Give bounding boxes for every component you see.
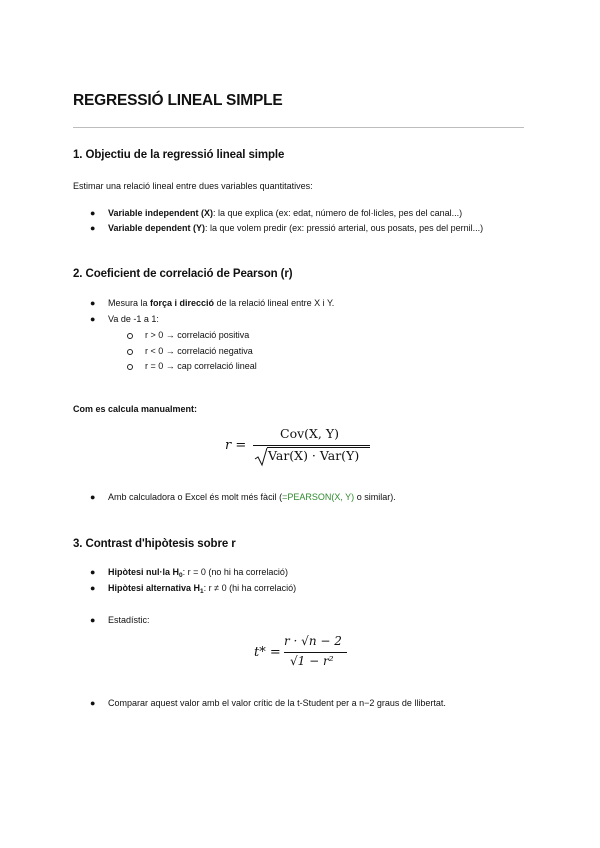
sub-list-item — [145, 330, 249, 340]
bullet-text: Amb calculadora o Excel és molt més fàcil ( — [108, 492, 283, 502]
bullet-text: Estadístic: — [108, 615, 150, 625]
manual-calc-label: Com es calcula manualment: — [73, 404, 198, 414]
sub-list-item — [145, 361, 257, 371]
bullet-text: Comparar aquest valor amb el valor crític de la t-Student per a n−2 graus de llibertat. — [108, 698, 446, 708]
title-divider — [73, 127, 524, 128]
list-item — [90, 615, 150, 625]
list-item — [90, 492, 396, 502]
list-item — [90, 208, 463, 218]
bullet-icon: ● — [90, 698, 96, 708]
bullet-bold: Hipòtesi alternativa H — [108, 583, 201, 593]
bullet-icon: ● — [90, 314, 96, 324]
bullet-text: : r ≠ 0 (hi ha correlació) — [203, 583, 297, 593]
list-item — [90, 298, 335, 308]
bullet-bold: força i direcció — [150, 298, 215, 308]
bullet-text: : la que explica (ex: edat, número de fol·licles, pes del canal...) — [213, 208, 463, 218]
bullet-icon: ● — [90, 583, 96, 593]
bullet-text: o similar). — [354, 492, 396, 502]
section1-heading: 1. Objectiu de la regressió lineal simple — [73, 149, 285, 161]
sub-item-text: r > 0 → correlació positiva — [145, 330, 250, 340]
section1-intro: Estimar una relació lineal entre dues variables quantitatives: — [73, 181, 313, 191]
circle-bullet-icon — [127, 349, 133, 355]
list-item — [90, 223, 484, 233]
list-item — [90, 314, 159, 324]
section2-heading: 2. Coeficient de correlació de Pearson (r) — [73, 268, 293, 280]
bullet-text: Mesura la — [108, 298, 151, 308]
bullet-icon: ● — [90, 492, 96, 502]
bullet-bold: Hipòtesi nul·la H — [108, 567, 180, 577]
document-title: REGRESSIÓ LINEAL SIMPLE — [73, 92, 283, 109]
formula-denominator: Var(X) · Var(Y) — [268, 448, 360, 463]
circle-bullet-icon — [127, 364, 133, 370]
circle-bullet-icon — [127, 333, 133, 339]
excel-function: =PEARSON(X, Y) — [282, 492, 355, 502]
bullet-text: : la que volem predir (ex: pressió arterial, ous posats, pes del pernil...) — [205, 223, 484, 233]
bullet-icon: ● — [90, 567, 96, 577]
bullet-icon: ● — [90, 223, 96, 233]
subscript: 1 — [200, 588, 204, 595]
formula-lhs: t* = — [254, 645, 281, 660]
list-item — [90, 583, 297, 595]
bullet-icon: ● — [90, 208, 96, 218]
section3-heading: 3. Contrast d'hipòtesis sobre r — [73, 538, 236, 550]
bullet-text: : r = 0 (no hi ha correlació) — [182, 567, 288, 577]
bullet-text: Va de -1 a 1: — [108, 314, 159, 324]
bullet-text: de la relació lineal entre X i Y. — [214, 298, 335, 308]
sqrt-icon — [254, 447, 268, 467]
sub-list-item — [145, 346, 253, 356]
formula-lhs: r = — [225, 438, 247, 453]
bullet-icon: ● — [90, 615, 96, 625]
subscript: 0 — [179, 572, 183, 579]
bullet-icon: ● — [90, 298, 96, 308]
list-item — [90, 567, 288, 579]
list-item — [90, 698, 446, 708]
bullet-bold: Variable dependent (Y) — [108, 223, 206, 233]
formula-numerator: Cov(X, Y) — [280, 426, 340, 441]
formula-denominator: √1 − r² — [290, 654, 334, 668]
sub-item-text: r = 0 → cap correlació lineal — [145, 361, 257, 371]
fraction-bar — [284, 652, 347, 653]
sub-item-text: r < 0 → correlació negativa — [145, 346, 253, 356]
bullet-bold: Variable independent (X) — [108, 208, 214, 218]
formula-numerator: r · √n − 2 — [284, 634, 342, 648]
fraction-bar — [253, 445, 370, 446]
